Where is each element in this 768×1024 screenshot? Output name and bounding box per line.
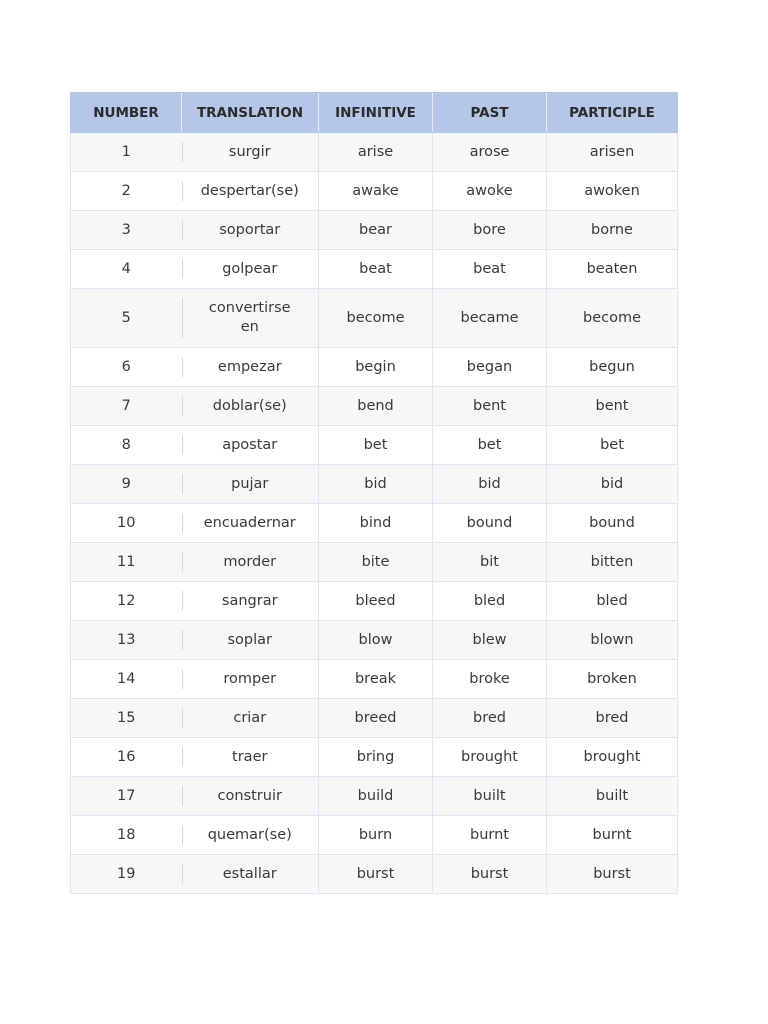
table-row [71,426,678,465]
table-row [71,387,678,426]
participle-cell: become [547,289,678,348]
table-row [71,777,678,816]
infinitive-cell: bear [319,211,433,250]
participle-cell: borne [547,211,678,250]
header-translation: TRANSLATION [182,93,319,133]
header-infinitive: INFINITIVE [319,93,433,133]
participle-cell: broken [547,660,678,699]
number-cell: 4 [71,250,182,289]
past-cell: built [433,777,547,816]
number-cell: 15 [71,699,182,738]
participle-cell: bent [547,387,678,426]
number-cell: 10 [71,504,182,543]
number-cell: 9 [71,465,182,504]
number-cell: 19 [71,855,182,894]
translation-cell: traer [182,738,319,777]
number-cell: 7 [71,387,182,426]
past-cell: bred [433,699,547,738]
number-cell: 18 [71,816,182,855]
table-row [71,582,678,621]
translation-cell: romper [182,660,319,699]
translation-cell: sangrar [182,582,319,621]
header-row [71,93,678,133]
irregular-verbs-table [70,92,678,894]
header-participle: PARTICIPLE [547,93,678,133]
translation-cell: estallar [182,855,319,894]
table-header [71,93,678,133]
translation-cell: doblar(se) [182,387,319,426]
number-cell: 13 [71,621,182,660]
number-cell: 17 [71,777,182,816]
participle-cell: burnt [547,816,678,855]
translation-cell: apostar [182,426,319,465]
translation-cell: criar [182,699,319,738]
number-cell: 11 [71,543,182,582]
infinitive-cell: burn [319,816,433,855]
infinitive-cell: bet [319,426,433,465]
number-cell: 6 [71,348,182,387]
infinitive-cell: beat [319,250,433,289]
past-cell: burst [433,855,547,894]
participle-cell: bid [547,465,678,504]
table-row [71,738,678,777]
table-row [71,699,678,738]
table-row [71,211,678,250]
participle-cell: beaten [547,250,678,289]
translation-cell: despertar(se) [182,172,319,211]
translation-cell: quemar(se) [182,816,319,855]
translation-cell: pujar [182,465,319,504]
infinitive-cell: bring [319,738,433,777]
translation-cell: surgir [182,133,319,172]
infinitive-cell: bite [319,543,433,582]
past-cell: bent [433,387,547,426]
past-cell: brought [433,738,547,777]
infinitive-cell: build [319,777,433,816]
translation-cell: morder [182,543,319,582]
table-row [71,504,678,543]
translation-cell: golpear [182,250,319,289]
infinitive-cell: bid [319,465,433,504]
past-cell: bled [433,582,547,621]
table-row [71,543,678,582]
table-row [71,289,678,348]
infinitive-cell: arise [319,133,433,172]
past-cell: became [433,289,547,348]
table-row [71,816,678,855]
past-cell: bound [433,504,547,543]
translation-cell: construir [182,777,319,816]
past-cell: began [433,348,547,387]
table-row [71,465,678,504]
infinitive-cell: burst [319,855,433,894]
infinitive-cell: break [319,660,433,699]
translation-cell: soportar [182,211,319,250]
infinitive-cell: breed [319,699,433,738]
past-cell: bore [433,211,547,250]
number-cell: 2 [71,172,182,211]
number-cell: 16 [71,738,182,777]
participle-cell: awoken [547,172,678,211]
number-cell: 1 [71,133,182,172]
participle-cell: bred [547,699,678,738]
participle-cell: blown [547,621,678,660]
past-cell: blew [433,621,547,660]
table-row [71,348,678,387]
past-cell: burnt [433,816,547,855]
number-cell: 14 [71,660,182,699]
participle-cell: bound [547,504,678,543]
infinitive-cell: blow [319,621,433,660]
header-number: NUMBER [71,93,182,133]
participle-cell: bet [547,426,678,465]
participle-cell: burst [547,855,678,894]
participle-cell: arisen [547,133,678,172]
infinitive-cell: bleed [319,582,433,621]
number-cell: 5 [71,289,182,348]
participle-cell: begun [547,348,678,387]
table-row [71,172,678,211]
infinitive-cell: begin [319,348,433,387]
participle-cell: brought [547,738,678,777]
header-past: PAST [433,93,547,133]
past-cell: awoke [433,172,547,211]
table-row [71,621,678,660]
translation-cell: convertirse en [182,289,319,348]
participle-cell: bitten [547,543,678,582]
translation-cell: empezar [182,348,319,387]
translation-cell: encuadernar [182,504,319,543]
infinitive-cell: awake [319,172,433,211]
table-row [71,855,678,894]
infinitive-cell: bend [319,387,433,426]
infinitive-cell: become [319,289,433,348]
past-cell: broke [433,660,547,699]
table-row [71,250,678,289]
participle-cell: bled [547,582,678,621]
table-row [71,133,678,172]
past-cell: bet [433,426,547,465]
table-row [71,660,678,699]
table-body [71,133,678,894]
participle-cell: built [547,777,678,816]
past-cell: bit [433,543,547,582]
number-cell: 3 [71,211,182,250]
past-cell: beat [433,250,547,289]
past-cell: arose [433,133,547,172]
past-cell: bid [433,465,547,504]
translation-cell: soplar [182,621,319,660]
number-cell: 12 [71,582,182,621]
infinitive-cell: bind [319,504,433,543]
number-cell: 8 [71,426,182,465]
